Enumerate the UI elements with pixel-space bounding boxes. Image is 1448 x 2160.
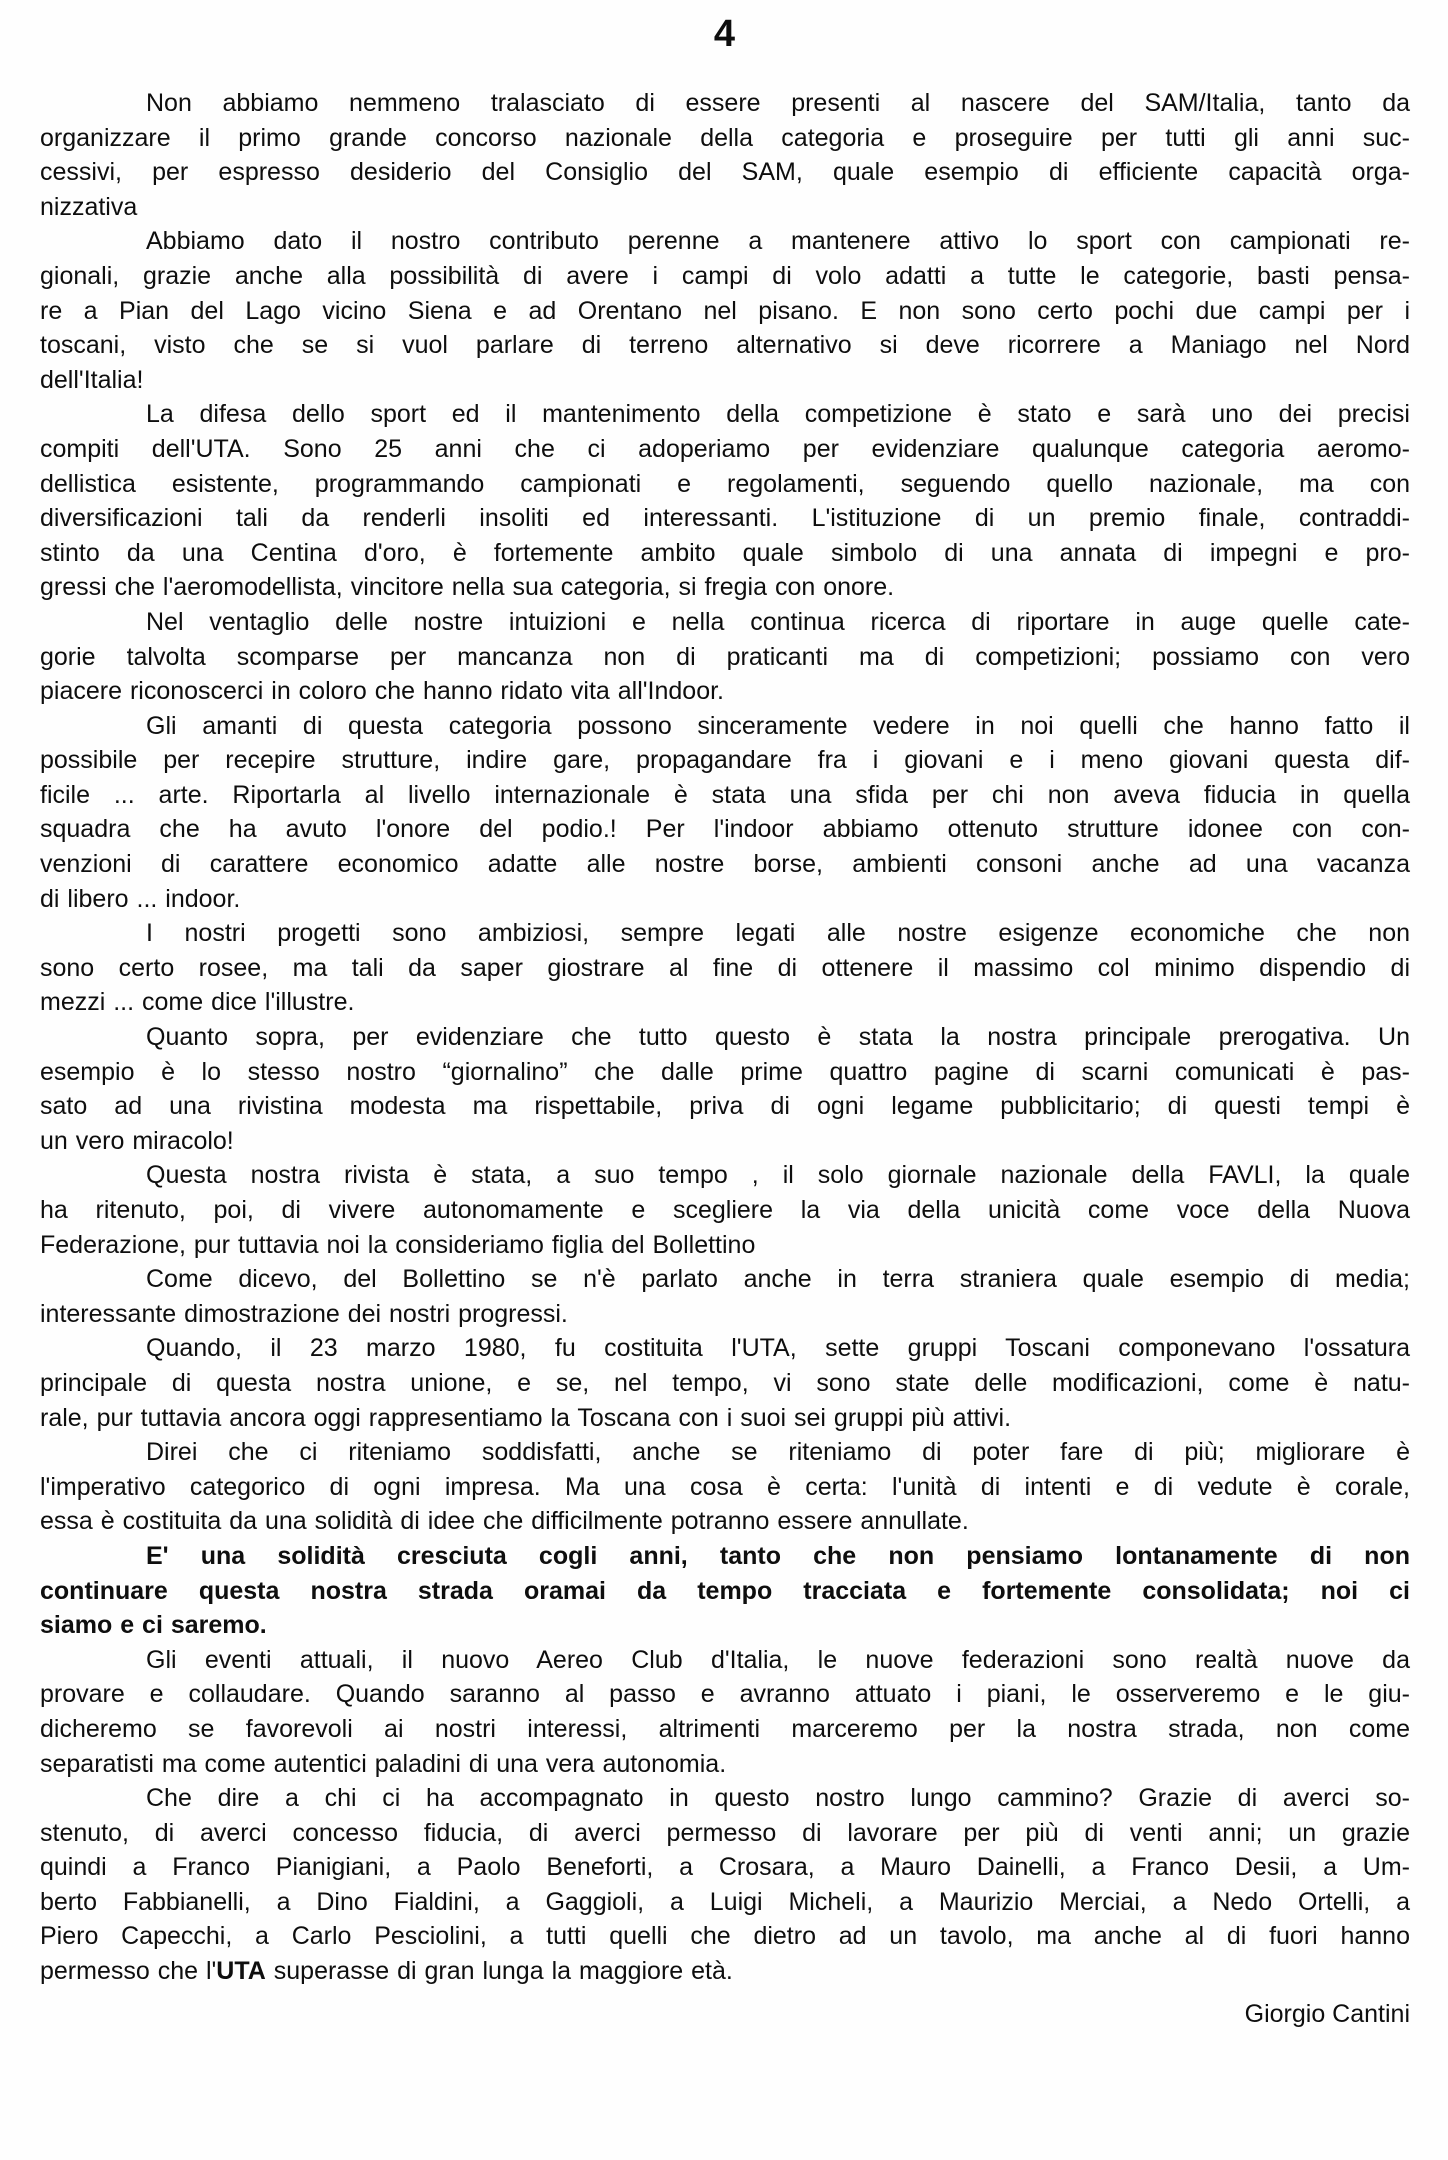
page-number: 4 xyxy=(713,13,737,55)
text-line: gionali, grazie anche alla possibilità di avere i campi di volo adatti a tutte le categorie, basti pensa- xyxy=(40,261,1410,290)
text-line: mezzi ... come dice l'illustre. xyxy=(40,988,355,1017)
text-line: Federazione, pur tuttavia noi la consideriamo figlia del Bollettino xyxy=(40,1230,756,1259)
paragraph xyxy=(40,709,1410,917)
text-line: E' una solidità cresciuta cogli anni, tanto che non pensiamo lontanamente di non xyxy=(146,1541,1410,1570)
text-line: dellistica esistente, programmando campionati e regolamenti, seguendo quello nazionale, ma con xyxy=(40,469,1410,498)
text-line: quindi a Franco Pianigiani, a Paolo Beneforti, a Crosara, a Mauro Dainelli, a Franco Desii, a Um- xyxy=(40,1853,1410,1882)
text-line: nizzativa xyxy=(40,192,138,221)
text-line: dell'Italia! xyxy=(40,365,144,394)
text-line: essa è costituita da una solidità di idee che difficilmente potranno essere annullate. xyxy=(40,1507,969,1536)
text-line: continuare questa nostra strada oramai da tempo tracciata e fortemente consolidata; noi ci xyxy=(40,1576,1410,1605)
text-line: Quanto sopra, per evidenziare che tutto questo è stata la nostra principale prerogativa. Un xyxy=(146,1023,1410,1052)
text-line: piacere riconoscerci in coloro che hanno ridato vita all'Indoor. xyxy=(40,677,724,706)
paragraph xyxy=(40,1158,1410,1262)
text-line: esempio è lo stesso nostro “giornalino” che dalle prime quattro pagine di scarni comunicati è pas- xyxy=(40,1057,1410,1086)
text-line: venzioni di carattere economico adatte alle nostre borse, ambienti consoni anche ad una vacanza xyxy=(40,850,1410,879)
text-line: toscani, visto che se si vuol parlare di terreno alternativo si deve ricorrere a Maniago nel Nord xyxy=(40,331,1410,360)
paragraph xyxy=(40,605,1410,709)
paragraph xyxy=(40,1262,1410,1331)
paragraph xyxy=(40,1643,1410,1781)
text-line: permesso che l'UTA superasse di gran lunga la maggiore età. xyxy=(40,1957,733,1986)
text-line: berto Fabbianelli, a Dino Fialdini, a Gaggioli, a Luigi Micheli, a Maurizio Merciai, a Nedo Ortelli, a xyxy=(40,1887,1410,1916)
text-line: La difesa dello sport ed il mantenimento della competizione è stato e sarà uno dei precisi xyxy=(146,400,1410,429)
text-line: sono certo rosee, ma tali da saper giostrare al fine di ottenere il massimo col minimo dispendio di xyxy=(40,953,1410,982)
text-line: Abbiamo dato il nostro contributo perenne a mantenere attivo lo sport con campionati re- xyxy=(146,227,1410,256)
bold-text: UTA xyxy=(216,1957,266,1986)
paragraph xyxy=(40,86,1410,224)
text-line: Gli amanti di questa categoria possono sinceramente vedere in noi quelli che hanno fatto il xyxy=(146,711,1410,740)
text-line: rale, pur tuttavia ancora oggi rappresentiamo la Toscana con i suoi sei gruppi più attivi. xyxy=(40,1403,1012,1432)
text-line: re a Pian del Lago vicino Siena e ad Orentano nel pisano. E non sono certo pochi due campi per i xyxy=(40,296,1410,325)
text-line: separatisti ma come autentici paladini di una vera autonomia. xyxy=(40,1749,727,1778)
text-line: Piero Capecchi, a Carlo Pesciolini, a tutti quelli che dietro ad un tavolo, ma anche al di fuori hanno xyxy=(40,1922,1410,1951)
text-line: l'imperativo categorico di ogni impresa. Ma una cosa è certa: l'unità di intenti e di vedute è corale, xyxy=(40,1472,1410,1501)
text-line: Direi che ci riteniamo soddisfatti, anche se riteniamo di poter fare di più; migliorare è xyxy=(146,1438,1410,1467)
text-line: Non abbiamo nemmeno tralasciato di essere presenti al nascere del SAM/Italia, tanto da xyxy=(146,89,1410,117)
text-line: un vero miracolo! xyxy=(40,1126,234,1155)
paragraph xyxy=(40,916,1410,1020)
paragraph xyxy=(40,397,1410,605)
text-line: possibile per recepire strutture, indire gare, propagandare fra i giovani e i meno giovani questa dif- xyxy=(40,746,1410,775)
text-line: ficile ... arte. Riportarla al livello internazionale è stata una sfida per chi non aveva fiducia in quella xyxy=(40,780,1410,809)
text-line: Gli eventi attuali, il nuovo Aereo Club d'Italia, le nuove federazioni sono realtà nuove da xyxy=(146,1645,1410,1674)
document-body xyxy=(40,86,1410,1989)
signature: Giorgio Cantini xyxy=(1244,1999,1410,2028)
text-line: ha ritenuto, poi, di vivere autonomamente e scegliere la via della unicità come voce della Nuova xyxy=(40,1196,1410,1224)
text-line: dicheremo se favorevoli ai nostri interessi, altrimenti marceremo per la nostra strada, non come xyxy=(40,1714,1410,1743)
text-line: interessante dimostrazione dei nostri progressi. xyxy=(40,1299,568,1328)
text-line: I nostri progetti sono ambiziosi, sempre legati alle nostre esigenze economiche che non xyxy=(146,919,1410,948)
text-line: organizzare il primo grande concorso nazionale della categoria e proseguire per tutti gli anni suc- xyxy=(40,123,1410,152)
text-line: Che dire a chi ci ha accompagnato in questo nostro lungo cammino? Grazie di averci so- xyxy=(146,1784,1410,1813)
text-line: gorie talvolta scomparse per mancanza non di praticanti ma di competizioni; possiamo con vero xyxy=(40,642,1410,671)
paragraph xyxy=(40,1020,1410,1158)
text-line: stinto da una Centina d'oro, è fortemente ambito quale simbolo di una annata di impegni e pro- xyxy=(40,538,1410,567)
text-line: Questa nostra rivista è stata, a suo tempo , il solo giornale nazionale della FAVLI, la quale xyxy=(146,1161,1410,1190)
paragraph xyxy=(40,1331,1410,1435)
paragraph xyxy=(40,1539,1410,1643)
text-line: sato ad una rivistina modesta ma rispettabile, priva di ogni legame pubblicitario; di questi tempi è xyxy=(40,1092,1410,1121)
text-line: diversificazioni tali da renderli insoliti ed interessanti. L'istituzione di un premio finale, contraddi- xyxy=(40,504,1410,533)
text-line: principale di questa nostra unione, e se, nel tempo, vi sono state delle modificazioni, come è natu- xyxy=(40,1368,1410,1397)
text-line: Nel ventaglio delle nostre intuizioni e nella continua ricerca di riportare in auge quelle cate- xyxy=(146,607,1410,636)
text-line: cessivi, per espresso desiderio del Consiglio del SAM, quale esempio di efficiente capacità orga- xyxy=(40,158,1410,187)
text-line: provare e collaudare. Quando saranno al passo e avranno attuato i piani, le osserveremo e le giu- xyxy=(40,1680,1410,1709)
text-line: squadra che ha avuto l'onore del podio.! Per l'indoor abbiamo ottenuto strutture idonee con con- xyxy=(40,815,1410,844)
paragraph xyxy=(40,224,1410,397)
paragraph xyxy=(40,1435,1410,1539)
text-line: compiti dell'UTA. Sono 25 anni che ci adoperiamo per evidenziare qualunque categoria aeromo- xyxy=(40,434,1410,463)
text-line: Quando, il 23 marzo 1980, fu costituita l'UTA, sette gruppi Toscani componevano l'ossatura xyxy=(146,1334,1410,1363)
text-line: siamo e ci saremo. xyxy=(40,1611,267,1640)
text-line: stenuto, di averci concesso fiducia, di averci permesso di lavorare per più di venti anni; un grazie xyxy=(40,1818,1410,1847)
text-line: di libero ... indoor. xyxy=(40,884,241,913)
paragraph xyxy=(40,1781,1410,1989)
text-line: Come dicevo, del Bollettino se n'è parlato anche in terra straniera quale esempio di media; xyxy=(146,1265,1410,1294)
text-line: gressi che l'aeromodellista, vincitore nella sua categoria, si fregia con onore. xyxy=(40,573,895,602)
